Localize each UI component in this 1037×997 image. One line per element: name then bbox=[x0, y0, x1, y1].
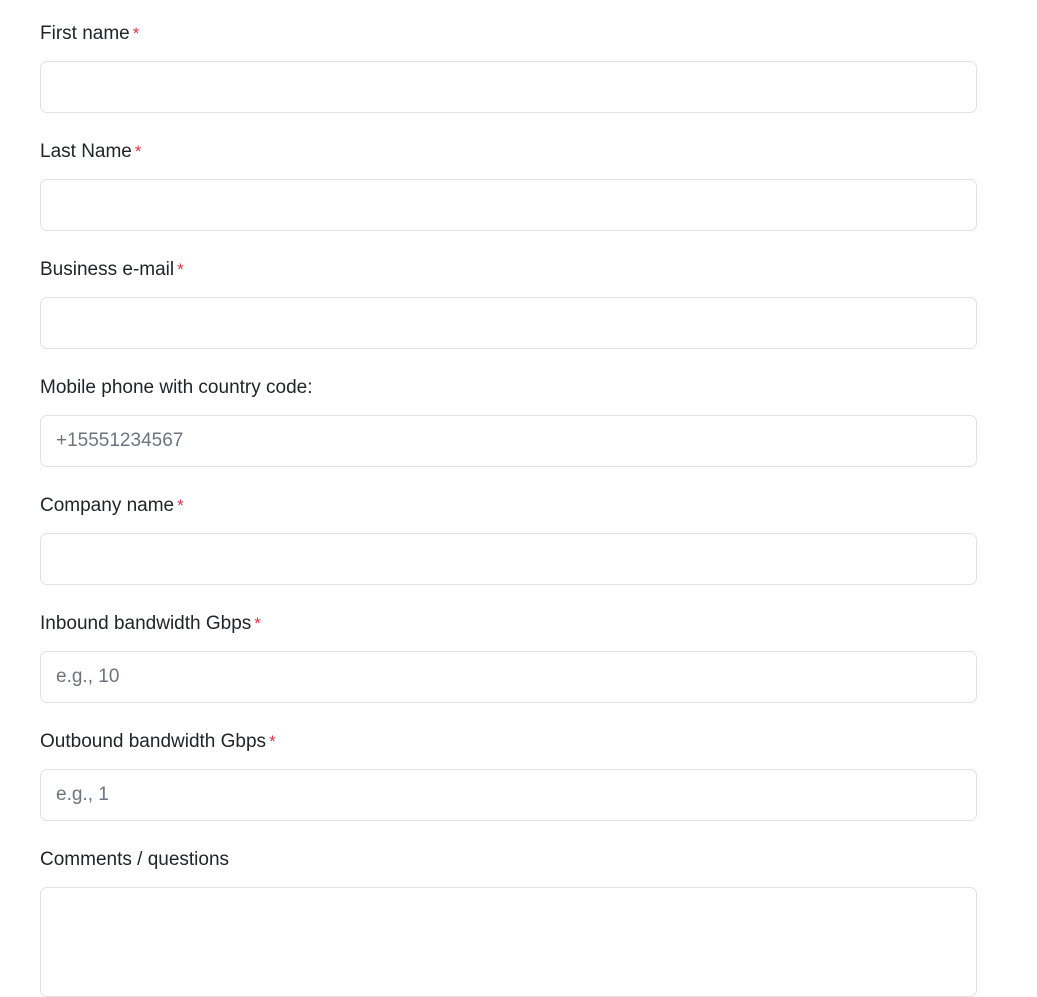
required-asterisk: * bbox=[177, 496, 184, 515]
first-name-label: First name * bbox=[40, 23, 140, 44]
last-name-label: Last Name * bbox=[40, 141, 142, 162]
required-asterisk: * bbox=[269, 732, 276, 751]
inbound-bandwidth-group bbox=[40, 612, 977, 636]
required-asterisk: * bbox=[134, 142, 142, 161]
inbound-bandwidth-label: Inbound bandwidth Gbps * bbox=[40, 613, 261, 634]
outbound-bandwidth-group bbox=[40, 730, 977, 754]
last-name-input[interactable] bbox=[40, 179, 977, 231]
business-email-label: Business e-mail * bbox=[40, 259, 184, 280]
required-asterisk: * bbox=[254, 614, 261, 633]
inbound-bandwidth-input[interactable] bbox=[40, 651, 977, 703]
mobile-phone-input[interactable] bbox=[40, 415, 977, 467]
outbound-bandwidth-label: Outbound bandwidth Gbps * bbox=[40, 731, 276, 752]
required-asterisk: * bbox=[177, 260, 184, 279]
outbound-bandwidth-input[interactable] bbox=[40, 769, 977, 821]
comments-label: Comments / questions bbox=[40, 849, 230, 870]
comments-group bbox=[40, 848, 977, 872]
first-name-group bbox=[40, 22, 977, 46]
company-name-label: Company name * bbox=[40, 495, 184, 516]
business-email-group bbox=[40, 258, 977, 282]
company-name-input[interactable] bbox=[40, 533, 977, 585]
first-name-input[interactable] bbox=[40, 61, 977, 113]
mobile-phone-label: Mobile phone with country code: bbox=[40, 377, 313, 398]
last-name-group bbox=[40, 140, 977, 164]
business-email-input[interactable] bbox=[40, 297, 977, 349]
company-name-group bbox=[40, 494, 977, 518]
comments-textarea[interactable] bbox=[40, 887, 977, 997]
required-asterisk: * bbox=[132, 24, 140, 43]
mobile-phone-group bbox=[40, 376, 977, 400]
